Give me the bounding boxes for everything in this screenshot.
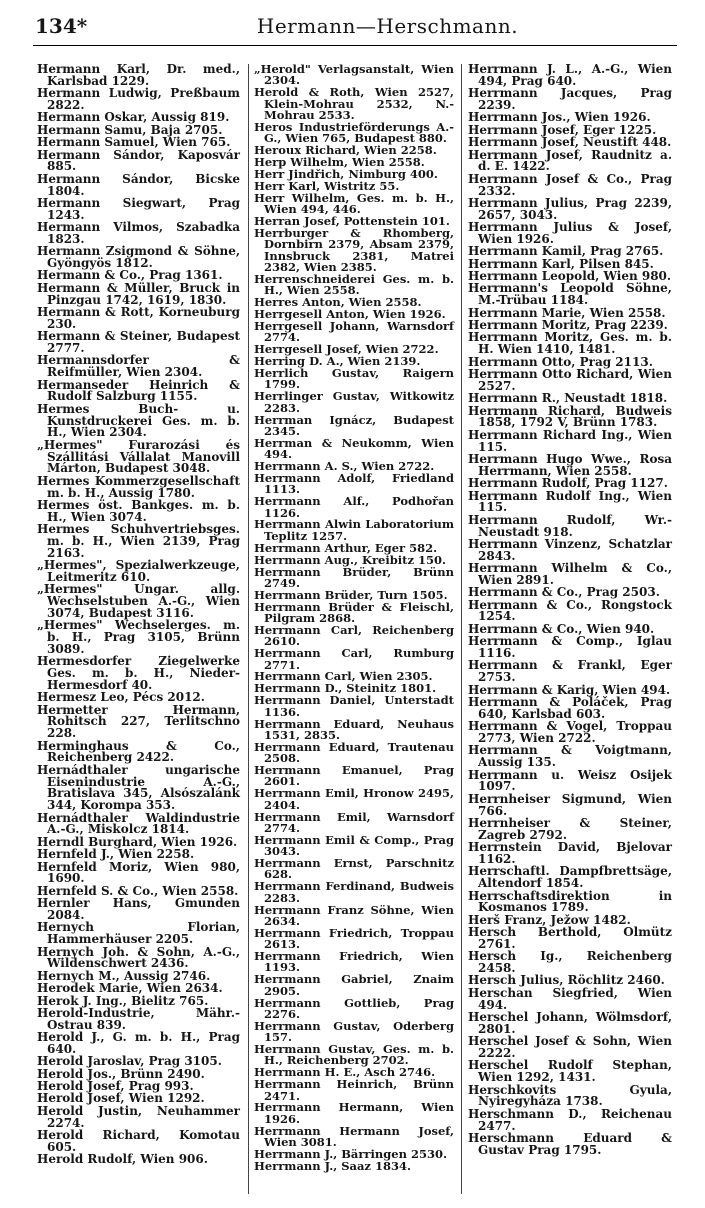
- directory-entry: Herrmann Julius, Prag 2239, 2657, 3043.: [468, 195, 672, 222]
- directory-entry: Herrmann Brüder, Brünn 2749.: [254, 564, 454, 590]
- directory-entry: Herrmann Richard Ing., Wien 115.: [468, 427, 672, 454]
- directory-entry: Hernfeld J., Wien 2258.: [37, 847, 195, 862]
- directory-entry: Herold Josef, Prag 993.: [37, 1079, 194, 1094]
- directory-entry: Herš Franz, Ježow 1482.: [468, 912, 631, 927]
- directory-column-2: [254, 64, 454, 1173]
- directory-entry: Hermann Oskar, Aussig 819.: [37, 110, 230, 125]
- directory-entry: Hermann Vilmos, Szabadka 1823.: [37, 220, 240, 246]
- directory-entry: Herrmann Josef & Co., Prag 2332.: [468, 171, 672, 198]
- directory-entry: Herold J., G. m. b. H., Prag 640.: [37, 1030, 240, 1056]
- directory-entry: Herrmann Gustav, Oderberg 157.: [254, 1018, 454, 1045]
- directory-entry: Herrmann Adolf, Friedland 1113.: [254, 470, 454, 497]
- directory-entry: Herrmann J., Bärringen 2530.: [254, 1146, 447, 1161]
- directory-entry: „Hermes" Furarozási és Szállitási Vállalat Manovill Márton, Budapest 3048.: [37, 437, 240, 476]
- directory-entry: Herrmann Gustav, Ges. m. b. H., Reichenberg 2702.: [254, 1042, 454, 1068]
- directory-entry: Herrschaftsdirektion in Kosmanos 1789.: [468, 888, 672, 915]
- directory-entry: Hermann Ludwig, Preßbaum 2822.: [37, 86, 240, 112]
- directory-entry: Hernádthaler ungarische Eisenindustrie A.-G., Bratislava 345, Alsószalánk 344, Korompa 353.: [37, 762, 240, 813]
- directory-entry: Herrmann Moritz, Prag 2239.: [468, 318, 668, 333]
- directory-entry: Hernfeld S. & Co., Wien 2558.: [37, 883, 239, 898]
- directory-entry: Hermes öst. Bankges. m. b. H., Wien 3074.: [37, 497, 240, 524]
- directory-entry: Hermannsdorfer & Reifmüller, Wien 2304.: [37, 353, 240, 380]
- directory-entry: Herrmann Gabriel, Znaim 2905.: [254, 972, 454, 998]
- directory-entry: Herrmann Emanuel, Prag 2601.: [254, 763, 454, 789]
- directory-entry: Heros Industrieförderungs A.-G., Wien 765, Budapest 880.: [254, 119, 454, 146]
- directory-entry: Hermes Buch- u. Kunstdruckerei Ges. m. b. H., Wien 2304.: [37, 401, 240, 440]
- directory-entry: Herrlinger Gustav, Witkowitz 2283.: [254, 389, 454, 415]
- directory-entry: Herrmann J., Saaz 1834.: [254, 1158, 411, 1173]
- directory-entry: Herold Richard, Komotau 605.: [37, 1128, 240, 1154]
- directory-entry: „Herold" Verlagsanstalt, Wien 2304.: [254, 62, 454, 88]
- directory-column-1: [37, 64, 240, 1167]
- directory-entry: Herold-Industrie, Mähr.-Ostrau 839.: [37, 1005, 240, 1032]
- directory-entry: Herold & Roth, Wien 2527, Klein-Mohrau 2532, N.-Mohrau 2533.: [254, 85, 454, 122]
- directory-entry: Herold Justin, Neuhammer 2274.: [37, 1103, 240, 1130]
- directory-entry: Herrmann Moritz, Ges. m. b. H. Wien 1410, 1481.: [468, 330, 672, 357]
- directory-entry: Hermann Karl, Dr. med., Karlsbad 1229.: [37, 62, 240, 88]
- directory-entry: Herrgesell Anton, Wien 1926.: [254, 307, 446, 322]
- directory-entry: Herndl Burghard, Wien 1926.: [37, 834, 238, 849]
- directory-entry: Hermann & Co., Prag 1361.: [37, 268, 223, 283]
- directory-entry: Hernler Hans, Gmunden 2084.: [37, 896, 240, 922]
- directory-entry: Herrmann Eduard, Neuhaus 1531, 2835.: [254, 716, 454, 742]
- directory-entry: Herschmann Eduard & Gustav Prag 1795.: [468, 1131, 672, 1157]
- directory-entry: Herrmann Vinzenz, Schatzlar 2843.: [468, 536, 672, 563]
- directory-entry: Herrnheiser & Steiner, Zagreb 2792.: [468, 815, 672, 842]
- directory-entry: Herrmann Hermann Josef, Wien 3081.: [254, 1123, 454, 1150]
- directory-entry: Herrmann & Frankl, Eger 2753.: [468, 658, 672, 685]
- directory-entry: Herrmann Brüder, Turn 1505.: [254, 587, 448, 602]
- directory-entry: Herold Rudolf, Wien 906.: [37, 1152, 208, 1167]
- directory-entry: Herodek Marie, Wien 2634.: [37, 981, 223, 996]
- directory-entry: Herrmann Jacques, Prag 2239.: [468, 86, 672, 112]
- directory-entry: Herold Jaroslav, Prag 3105.: [37, 1054, 222, 1069]
- directory-entry: Herrmann Alwin Laboratorium Teplitz 1257.: [254, 517, 454, 543]
- directory-entry: Herrgesell Josef, Wien 2722.: [254, 342, 439, 357]
- directory-entry: Herold Jos., Brünn 2490.: [37, 1066, 205, 1081]
- directory-entry: Herrmann Leopold, Wien 980.: [468, 269, 672, 284]
- directory-entry: Herrmann & Vogel, Troppau 2773, Wien 2722.: [468, 719, 672, 746]
- directory-entry: Herrmann u. Weisz Osijek 1097.: [468, 767, 672, 794]
- directory-entry: Herrmann Jos., Wien 1926.: [468, 110, 651, 125]
- directory-entry: Herrmann's Leopold Söhne, M.-Trübau 1184.: [468, 281, 672, 308]
- directory-entry: Herrmann Heinrich, Brünn 2471.: [254, 1077, 454, 1103]
- directory-entry: Herrmann Hermann, Wien 1926.: [254, 1100, 454, 1126]
- directory-entry: Herrmann A. S., Wien 2722.: [254, 459, 435, 474]
- directory-entry: Herrmann & Co., Wien 940.: [468, 621, 655, 636]
- header-rule: [33, 45, 677, 46]
- directory-entry: Hernych M., Aussig 2746.: [37, 968, 211, 983]
- directory-entry: Hersch Julius, Röchlitz 2460.: [468, 973, 665, 988]
- directory-entry: Herrmann Aug., Kreibitz 150.: [254, 552, 446, 567]
- directory-entry: Hermesdorfer Ziegelwerke Ges. m. b. H., Nieder-Hermesdorf 40.: [37, 654, 240, 692]
- directory-entry: Herschkovits Gyula, Nyiregyháza 1738.: [468, 1082, 672, 1109]
- directory-entry: Hermes Kommerzgesellschaft m. b. H., Aussig 1780.: [37, 473, 240, 500]
- directory-entry: Herrnheiser Sigmund, Wien 766.: [468, 791, 672, 818]
- directory-entry: Herrmann Franz Söhne, Wien 2634.: [254, 902, 454, 928]
- directory-entry: Herrmann & Poláček, Prag 640, Karlsbad 603.: [468, 695, 672, 721]
- directory-entry: Hermesz Leo, Pécs 2012.: [37, 690, 205, 705]
- directory-entry: Herrmann Alf., Podhořan 1126.: [254, 494, 454, 520]
- directory-entry: Herrmann Emil & Comp., Prag 3043.: [254, 832, 454, 859]
- directory-entry: Herrnstein David, Bjelovar 1162.: [468, 840, 672, 866]
- directory-entry: Herrmann Richard, Budweis 1858, 1792 V, Brünn 1783.: [468, 403, 672, 430]
- page-number: 134*: [35, 14, 88, 38]
- directory-entry: Herrmann Rudolf Ing., Wien 115.: [468, 488, 672, 515]
- directory-entry: Herrschaftl. Dampfbrettsäge, Altendorf 1854.: [468, 864, 672, 891]
- directory-entry: Hernych Joh. & Sohn, A.-G., Wildenschwert 2436.: [37, 944, 240, 971]
- directory-entry: „Hermes", Spezialwerkzeuge, Leitmeritz 610.: [37, 558, 240, 584]
- directory-entry: „Hermes" Ungar. allg. Wechselstuben A.-G., Wien 3074, Budapest 3116.: [37, 582, 240, 620]
- directory-entry: Hersch Ig., Reichenberg 2458.: [468, 949, 672, 976]
- directory-entry: Herrmann & Comp., Iglau 1116.: [468, 634, 672, 661]
- directory-entry: Hermann Sándor, Bicske 1804.: [37, 171, 240, 198]
- directory-entry: Herres Anton, Wien 2558.: [254, 295, 422, 310]
- directory-entry: Herrmann Ernst, Parschnitz 628.: [254, 856, 454, 882]
- directory-entry: Herrmann Carl, Reichenberg 2610.: [254, 622, 454, 649]
- directory-entry: Herrmann Josef, Raudnitz a. d. E. 1422.: [468, 147, 672, 174]
- directory-entry: Herrmann Otto Richard, Wien 2527.: [468, 367, 672, 393]
- directory-entry: Herrlich Gustav, Raigern 1799.: [254, 366, 454, 392]
- directory-entry: Hermann Samu, Baja 2705.: [37, 122, 223, 137]
- directory-column-3: [468, 64, 672, 1157]
- directory-entry: Herrmann Kamil, Prag 2765.: [468, 244, 664, 259]
- directory-entry: Herran Josef, Pottenstein 101.: [254, 214, 450, 229]
- page-title: Hermann—Herschmann.: [256, 14, 519, 38]
- directory-entry: Herrmann R., Neustadt 1818.: [468, 391, 668, 406]
- directory-entry: Herok J. Ing., Bielitz 765.: [37, 993, 209, 1008]
- directory-entry: Herr Wilhelm, Ges. m. b. H., Wien 494, 446.: [254, 190, 454, 217]
- directory-entry: Hernfeld Moriz, Wien 980, 1690.: [37, 859, 240, 886]
- directory-entry: Herrmann & Karig, Wien 494.: [468, 682, 671, 697]
- directory-entry: Hermann Zsigmond & Söhne, Gyöngyös 1812.: [37, 244, 240, 271]
- directory-entry: Herrman & Neukomm, Wien 494.: [254, 435, 454, 462]
- directory-entry: Herrburger & Rhomberg, Dornbirn 2379, Absam 2379, Innsbruck 2381, Matrei 2382, Wien 2385.: [254, 225, 454, 274]
- directory-entry: Hermann Siegwart, Prag 1243.: [37, 195, 240, 222]
- directory-entry: Herschel Johann, Wölmsdorf, 2801.: [468, 1010, 672, 1036]
- directory-entry: Herrmann Rudolf, Prag 1127.: [468, 476, 668, 491]
- directory-entry: Herrmann Karl, Pilsen 845.: [468, 256, 654, 271]
- directory-entry: Hermann Sándor, Kaposvár 885.: [37, 147, 240, 174]
- column-divider: [461, 64, 462, 1194]
- directory-entry: Hermann Samuel, Wien 765.: [37, 135, 231, 150]
- directory-entry: Herrmann Carl, Wien 2305.: [254, 669, 433, 684]
- directory-entry: „Hermes" Wechselerges. m. b. H., Prag 3105, Brünn 3089.: [37, 618, 240, 656]
- directory-entry: Herrmann Wilhelm & Co., Wien 2891.: [468, 561, 672, 587]
- directory-entry: Herrmann Julius & Josef, Wien 1926.: [468, 220, 672, 246]
- directory-entry: Herrmann Carl, Rumburg 2771.: [254, 646, 454, 672]
- directory-entry: Herrmann Brüder & Fleischl, Pilgram 2868.: [254, 599, 454, 626]
- directory-entry: Herschmann D., Reichenau 2477.: [468, 1106, 672, 1133]
- directory-entry: Herring D. A., Wien 2139.: [254, 354, 421, 369]
- directory-entry: Herrmann Josef, Neustift 448.: [468, 135, 672, 150]
- directory-entry: Herrmann Friedrich, Wien 1193.: [254, 949, 454, 975]
- directory-entry: Hermann & Müller, Bruck in Pinzgau 1742, 1619, 1830.: [37, 280, 240, 307]
- directory-entry: Hermetter Hermann, Rohitsch 227, Terlitschno 228.: [37, 702, 240, 741]
- directory-entry: Herrmann Emil, Hronow 2495, 2404.: [254, 786, 454, 812]
- directory-entry: Herrmann Arthur, Eger 582.: [254, 540, 438, 555]
- directory-entry: Herschel Rudolf Stephan, Wien 1292, 1431.: [468, 1058, 672, 1085]
- directory-entry: Herrmann & Co., Prag 2503.: [468, 585, 660, 600]
- directory-entry: Herrmann Friedrich, Troppau 2613.: [254, 925, 454, 952]
- column-divider: [248, 64, 249, 1194]
- directory-entry: Herrmann Daniel, Unterstadt 1136.: [254, 693, 454, 719]
- directory-entry: Hermes Schuhvertriebsges. m. b. H., Wien 2139, Prag 2163.: [37, 522, 240, 560]
- directory-entry: Herrmann Marie, Wien 2558.: [468, 305, 666, 320]
- directory-entry: Hernych Florian, Hammerhäuser 2205.: [37, 920, 240, 947]
- directory-entry: Herrmann H. E., Asch 2746.: [254, 1065, 436, 1080]
- directory-entry: Herschel Josef & Sohn, Wien 2222.: [468, 1034, 672, 1061]
- directory-entry: Herold Josef, Wien 1292.: [37, 1091, 205, 1106]
- directory-entry: Herrgesell Johann, Warnsdorf 2774.: [254, 318, 454, 345]
- directory-entry: Herrmann Gottlieb, Prag 2276.: [254, 995, 454, 1021]
- directory-entry: Herrmann Josef, Eger 1225.: [468, 122, 657, 137]
- directory-entry: Herrmann & Voigtmann, Aussig 135.: [468, 743, 672, 770]
- directory-entry: Herschan Siegfried, Wien 494.: [468, 985, 672, 1012]
- directory-entry: Hermann & Rott, Korneuburg 230.: [37, 305, 240, 331]
- directory-entry: Herrenschneiderei Ges. m. b. H., Wien 2558.: [254, 271, 454, 298]
- directory-entry: Herminghaus & Co., Reichenberg 2422.: [37, 738, 240, 765]
- directory-entry: Herrmann Emil, Warnsdorf 2774.: [254, 809, 454, 835]
- directory-entry: Herrman Ignácz, Budapest 2345.: [254, 412, 454, 438]
- directory-entry: Herrmann Hugo Wwe., Rosa Herrmann, Wien 2558.: [468, 451, 672, 478]
- directory-entry: Herp Wilhelm, Wien 2558.: [254, 155, 425, 169]
- directory-entry: Herrmann Otto, Prag 2113.: [468, 354, 653, 369]
- directory-entry: Herrmann Rudolf, Wr.-Neustadt 918.: [468, 512, 672, 539]
- directory-entry: Herr Jindřich, Nimburg 400.: [254, 166, 438, 181]
- directory-entry: Herrmann D., Steinitz 1801.: [254, 681, 437, 696]
- directory-entry: Hermanseder Heinrich & Rudolf Salzburg 1155.: [37, 377, 240, 404]
- directory-entry: Heroux Richard, Wien 2258.: [254, 143, 437, 158]
- directory-entry: Herrmann & Co., Rongstock 1254.: [468, 597, 672, 624]
- directory-entry: Herrmann Ferdinand, Budweis 2283.: [254, 879, 454, 905]
- directory-entry: Herrmann J. L., A.-G., Wien 494, Prag 640.: [468, 62, 672, 88]
- directory-entry: Herr Karl, Wistritz 55.: [254, 178, 400, 193]
- directory-entry: Hernádthaler Waldindustrie A.-G., Miskolcz 1814.: [37, 810, 240, 837]
- directory-entry: Hersch Berthold, Olmütz 2761.: [468, 925, 672, 951]
- directory-entry: Herrmann Eduard, Trautenau 2508.: [254, 739, 454, 766]
- directory-entry: Hermann & Steiner, Budapest 2777.: [37, 329, 240, 356]
